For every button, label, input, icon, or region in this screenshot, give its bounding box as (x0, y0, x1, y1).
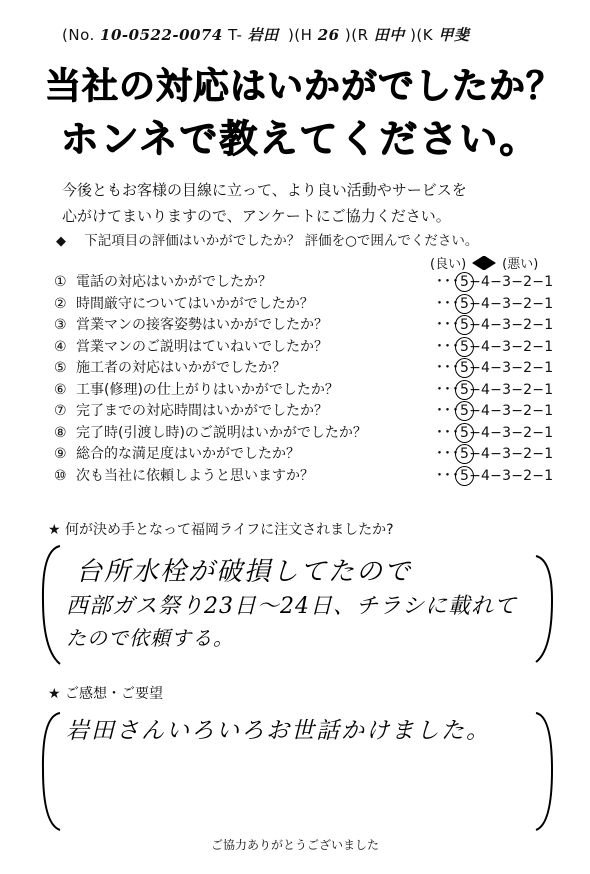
rating-dash: − (511, 295, 524, 312)
section-comments-heading: ★ ご感想・ご要望 (48, 686, 164, 702)
rating-dash: − (490, 467, 503, 484)
question-text: 時間厳守についてはいかがでしたか？ (76, 295, 314, 312)
rating-dash: − (469, 403, 482, 419)
rating-option-5[interactable]: 5 (460, 295, 470, 312)
rating-option-3[interactable]: 3 (502, 317, 512, 333)
rating-option-4[interactable]: 4 (481, 295, 491, 312)
rating-dash: − (532, 381, 545, 398)
question-number: ⑥ (54, 381, 67, 398)
rating-option-2[interactable]: 2 (523, 317, 533, 333)
rating-option-4[interactable]: 4 (481, 403, 491, 419)
rating-option-2[interactable]: 2 (523, 360, 533, 376)
rating-option-3[interactable]: 3 (502, 403, 512, 419)
h-value: 26 (317, 26, 340, 44)
leader-dots: ･･･ (436, 446, 460, 462)
rating-dash: − (490, 295, 503, 312)
rating-option-3[interactable]: 3 (502, 381, 512, 398)
rating-option-3[interactable]: 3 (502, 360, 512, 376)
rating-dash: − (532, 403, 545, 419)
no-value: 10-0522-0074 (100, 26, 223, 44)
footer-thanks: ご協力ありがとうございました (210, 838, 379, 852)
rating-option-2[interactable]: 2 (523, 338, 533, 355)
rating-option-1[interactable]: 1 (544, 317, 554, 333)
leader-dots: ･･･ (436, 295, 460, 312)
instruction-text: 下記項目の評価はいかがでしたか？ 評価を○で囲んでください。 (84, 233, 479, 249)
rating-option-5[interactable]: 5 (460, 274, 470, 290)
rating-dash: − (490, 403, 503, 419)
rating-option-4[interactable]: 4 (481, 424, 491, 441)
t-label: T- (228, 26, 243, 44)
rating-option-1[interactable]: 1 (544, 360, 554, 376)
h-label: )(H (287, 26, 313, 44)
rating-option-5[interactable]: 5 (460, 403, 470, 419)
rating-option-1[interactable]: 1 (544, 338, 554, 355)
rating-dash: − (469, 381, 482, 398)
intro-line: 心がけてまいりますので、アンケートにご協力ください。 (62, 207, 451, 225)
rating-dash: − (490, 381, 503, 398)
rating-option-5[interactable]: 5 (460, 381, 470, 398)
rating-dash: − (511, 274, 524, 290)
diamond-icon: ◆ (56, 234, 66, 249)
rating-dash: − (511, 446, 524, 462)
scale-bad-label: (悪い) (502, 257, 539, 272)
leader-dots: ･･･ (436, 424, 460, 441)
handwritten-answer-line: 西部ガス祭り23日〜24日、チラシに載れて (66, 594, 517, 619)
rating-dash: − (469, 424, 482, 441)
question-number: ⑤ (54, 360, 67, 376)
leader-dots: ･･･ (436, 360, 460, 376)
rating-option-2[interactable]: 2 (523, 295, 533, 312)
handwritten-comment-line: 岩田さんいろいろお世話かけました。 (66, 718, 491, 744)
rating-dash: − (490, 424, 503, 441)
rating-dash: − (490, 317, 503, 333)
rating-option-3[interactable]: 3 (502, 424, 512, 441)
rating-dash: − (511, 317, 524, 333)
leader-dots: ･･･ (436, 381, 460, 398)
rating-dash: − (511, 424, 524, 441)
question-text: 営業マンの接客姿勢はいかがでしたか？ (76, 317, 328, 333)
rating-dash: − (469, 274, 482, 290)
question-number: ② (54, 295, 67, 312)
rating-dash: − (469, 295, 482, 312)
rating-option-4[interactable]: 4 (481, 317, 491, 333)
rating-option-1[interactable]: 1 (544, 403, 554, 419)
t-value: 岩田 (247, 26, 279, 44)
rating-option-4[interactable]: 4 (481, 381, 491, 398)
rating-option-4[interactable]: 4 (481, 338, 491, 355)
rating-option-2[interactable]: 2 (523, 424, 533, 441)
rating-option-1[interactable]: 1 (544, 295, 554, 312)
leader-dots: ･･･ (436, 317, 460, 333)
r-label: )(R (344, 26, 369, 44)
rating-option-4[interactable]: 4 (481, 360, 491, 376)
rating-dash: − (511, 467, 524, 484)
bracket-right-1 (536, 556, 552, 662)
rating-dash: − (469, 317, 482, 333)
rating-option-2[interactable]: 2 (523, 467, 533, 484)
rating-option-5[interactable]: 5 (460, 360, 470, 376)
rating-dash: − (511, 381, 524, 398)
question-text: 完了までの対応時間はいかがでしたか？ (76, 403, 328, 419)
leader-dots: ･･･ (436, 467, 460, 484)
rating-dash: − (511, 360, 524, 376)
intro-line: 今後ともお客様の目線に立って、より良い活動やサービスを (62, 181, 467, 199)
rating-dash: − (469, 467, 482, 484)
bracket-left-2 (43, 713, 60, 830)
rating-option-5[interactable]: 5 (460, 467, 470, 484)
leader-dots: ･･･ (436, 274, 460, 290)
rating-option-3[interactable]: 3 (502, 467, 512, 484)
rating-option-1[interactable]: 1 (544, 446, 554, 462)
rating-dash: − (469, 446, 482, 462)
question-number: ④ (54, 338, 67, 355)
rating-dash: − (532, 274, 545, 290)
question-number: ⑦ (54, 403, 67, 419)
rating-option-3[interactable]: 3 (502, 274, 512, 290)
rating-dash: − (532, 446, 545, 462)
page-title: 当社の対応はいかがでしたか？ (44, 66, 563, 107)
question-number: ⑩ (54, 467, 67, 484)
rating-option-4[interactable]: 4 (481, 274, 491, 290)
rating-option-1[interactable]: 1 (544, 424, 554, 441)
rating-option-5[interactable]: 5 (460, 424, 470, 441)
scale-good-label: (良い) (430, 257, 467, 272)
rating-dash: − (532, 424, 545, 441)
rating-option-5[interactable]: 5 (460, 446, 470, 462)
no-label: (No. (62, 26, 95, 44)
rating-option-3[interactable]: 3 (502, 295, 512, 312)
rating-option-5[interactable]: 5 (460, 317, 470, 333)
question-text: 工事(修理)の仕上がりはいかがでしたか？ (76, 381, 339, 398)
rating-option-1[interactable]: 1 (544, 274, 554, 290)
rating-option-2[interactable]: 2 (523, 446, 533, 462)
question-number: ③ (54, 317, 67, 333)
bracket-right-2 (536, 713, 552, 830)
k-label: )(K (410, 26, 434, 44)
question-text: 完了時(引渡し時)のご説明はいかがでしたか？ (76, 424, 367, 441)
rating-option-4[interactable]: 4 (481, 446, 491, 462)
rating-option-2[interactable]: 2 (523, 381, 533, 398)
rating-dash: − (532, 360, 545, 376)
rating-option-2[interactable]: 2 (523, 403, 533, 419)
rating-dash: − (532, 295, 545, 312)
question-text: 次も当社に依頼しようと思いますか？ (76, 467, 314, 484)
rating-dash: − (490, 338, 503, 355)
rating-option-2[interactable]: 2 (523, 274, 533, 290)
rating-dash: − (532, 317, 545, 333)
question-text: 総合的な満足度はいかがでしたか？ (76, 446, 300, 462)
rating-dash: − (490, 274, 503, 290)
question-text: 施工者の対応はいかがでしたか？ (76, 360, 286, 376)
bracket-left-1 (43, 546, 60, 664)
page-subtitle: ホンネで教えてください。 (60, 117, 540, 161)
rating-option-4[interactable]: 4 (481, 467, 491, 484)
leader-dots: ･･･ (436, 338, 460, 355)
handwritten-answer-line: たので依頼する。 (66, 626, 234, 650)
question-text: 営業マンのご説明はていねいでしたか？ (76, 338, 328, 355)
question-number: ⑨ (54, 446, 67, 462)
rating-dash: − (469, 360, 482, 376)
rating-option-3[interactable]: 3 (502, 338, 512, 355)
leader-dots: ･･･ (436, 403, 460, 419)
rating-option-1[interactable]: 1 (544, 467, 554, 484)
question-text: 電話の対応はいかがでしたか？ (76, 274, 272, 290)
r-value: 田中 (373, 26, 405, 44)
question-number: ⑧ (54, 424, 67, 441)
rating-dash: − (511, 403, 524, 419)
k-value: 甲斐 (438, 26, 470, 44)
question-number: ① (54, 274, 67, 290)
rating-dash: − (532, 467, 545, 484)
rating-option-1[interactable]: 1 (544, 381, 554, 398)
rating-dash: − (490, 446, 503, 462)
rating-option-5[interactable]: 5 (460, 338, 470, 355)
section-decision-heading: ★ 何が決め手となって福岡ライフに注文されましたか? (48, 522, 394, 538)
handwritten-answer-line: 台所水栓が破損してたので (76, 557, 413, 587)
rating-dash: − (469, 338, 482, 355)
rating-dash: − (511, 338, 524, 355)
rating-dash: − (532, 338, 545, 355)
rating-dash: − (490, 360, 503, 376)
rating-option-3[interactable]: 3 (502, 446, 512, 462)
